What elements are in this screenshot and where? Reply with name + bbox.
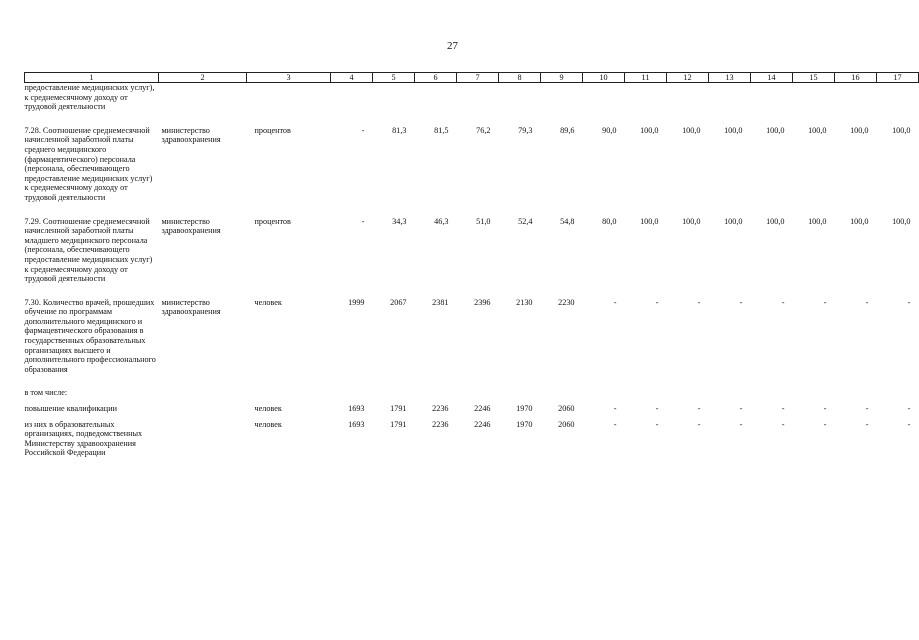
agency-cell — [159, 388, 247, 404]
value-cell: - — [697, 419, 701, 429]
value-cell — [499, 83, 541, 126]
value-cell — [415, 83, 457, 126]
value-cell: - — [613, 419, 617, 429]
unit-cell: человек — [254, 419, 282, 429]
indicator-name: из них в образовательных организациях, подведомственных Министерству здравоохранения Российской Федерации — [24, 419, 143, 458]
value-cell: - — [823, 297, 827, 307]
value-cell: 79,3 — [518, 125, 533, 135]
value-cell: 2236 — [432, 404, 449, 414]
value-cell — [373, 388, 415, 404]
value-cell: 76,2 — [476, 125, 491, 135]
value-cell: - — [781, 404, 785, 414]
table-row — [25, 126, 919, 217]
indicator-name: предоставление медицинских услуг), к среднемесячному доходу от трудовой деятельности — [24, 83, 155, 112]
value-cell: 2381 — [432, 297, 449, 307]
header-cell: 13 — [709, 73, 751, 83]
value-cell: - — [823, 419, 827, 429]
value-cell: - — [655, 419, 659, 429]
value-cell: 34,3 — [392, 216, 407, 226]
value-cell: - — [739, 404, 743, 414]
value-cell: 1791 — [390, 419, 407, 429]
value-cell: 100,0 — [766, 125, 785, 135]
header-cell: 10 — [583, 73, 625, 83]
value-cell — [373, 83, 415, 126]
value-cell: 2060 — [558, 419, 575, 429]
value-cell — [625, 83, 667, 126]
value-cell: - — [697, 404, 701, 414]
value-cell: 51,0 — [476, 216, 491, 226]
value-cell: - — [865, 297, 869, 307]
value-cell: - — [781, 419, 785, 429]
value-cell: 2067 — [390, 297, 407, 307]
value-cell — [457, 388, 499, 404]
header-cell: 6 — [415, 73, 457, 83]
unit-cell — [247, 83, 331, 126]
value-cell: - — [823, 404, 827, 414]
value-cell: 100,0 — [892, 216, 911, 226]
indicator-name: 7.30. Количество врачей, прошедших обучение по программам дополнительного медицинского и фармацевтического образования в государственных образовательных организациях высшего и дополнительного профессионального образования — [24, 297, 156, 374]
value-cell — [877, 388, 919, 404]
value-cell — [499, 388, 541, 404]
value-cell: 2060 — [558, 404, 575, 414]
value-cell — [709, 388, 751, 404]
value-cell: 100,0 — [766, 216, 785, 226]
value-cell: 90,0 — [602, 125, 617, 135]
value-cell: 100,0 — [808, 125, 827, 135]
header-cell: 16 — [835, 73, 877, 83]
value-cell — [415, 388, 457, 404]
header-cell: 3 — [247, 73, 331, 83]
header-cell: 9 — [541, 73, 583, 83]
agency-cell: министерство здравоохранения — [161, 125, 221, 145]
value-cell: 2236 — [432, 419, 449, 429]
value-cell: 2396 — [474, 297, 491, 307]
agency-cell — [159, 420, 247, 458]
value-cell — [583, 388, 625, 404]
header-row — [25, 73, 919, 83]
value-cell — [793, 83, 835, 126]
value-cell — [583, 83, 625, 126]
value-cell: 89,6 — [560, 125, 575, 135]
value-cell: 100,0 — [682, 216, 701, 226]
value-cell: 54,8 — [560, 216, 575, 226]
value-cell — [457, 83, 499, 126]
value-cell: - — [697, 297, 701, 307]
value-cell: 2230 — [558, 297, 575, 307]
value-cell: 1693 — [348, 419, 365, 429]
value-cell: 100,0 — [808, 216, 827, 226]
value-cell: 100,0 — [682, 125, 701, 135]
value-cell — [625, 388, 667, 404]
value-cell — [541, 388, 583, 404]
agency-cell: министерство здравоохранения — [161, 297, 221, 317]
value-cell: - — [655, 297, 659, 307]
value-cell: - — [865, 419, 869, 429]
header-cell: 7 — [457, 73, 499, 83]
header-cell: 11 — [625, 73, 667, 83]
value-cell: 80,0 — [602, 216, 617, 226]
value-cell: - — [907, 297, 911, 307]
table-row — [25, 217, 919, 298]
value-cell: 2246 — [474, 419, 491, 429]
value-cell: 2130 — [516, 297, 533, 307]
header-cell: 17 — [877, 73, 919, 83]
value-cell: 100,0 — [850, 125, 869, 135]
agency-cell: министерство здравоохранения — [161, 216, 221, 236]
header-cell: 8 — [499, 73, 541, 83]
value-cell: - — [865, 404, 869, 414]
table-row — [25, 298, 919, 389]
value-cell: 100,0 — [850, 216, 869, 226]
value-cell: - — [361, 216, 365, 226]
value-cell: 100,0 — [724, 125, 743, 135]
indicator-name: в том числе: — [24, 388, 68, 398]
header-cell: 1 — [25, 73, 159, 83]
unit-cell: процентов — [254, 125, 291, 135]
indicator-name: 7.28. Соотношение среднемесячной начисленной заработной платы среднего медицинского (фармацевтического) персонала (персонала, обеспечивающего предоставление медицинских услуг) к среднемесячному доходу от трудовой деятельности — [24, 125, 153, 202]
table-body — [25, 83, 919, 459]
value-cell: 52,4 — [518, 216, 533, 226]
page-number: 27 — [447, 40, 458, 52]
unit-cell: процентов — [254, 216, 291, 226]
value-cell — [835, 83, 877, 126]
header-cell: 12 — [667, 73, 709, 83]
value-cell: - — [781, 297, 785, 307]
table-row — [25, 388, 919, 404]
table-header — [25, 73, 919, 83]
value-cell — [667, 388, 709, 404]
value-cell — [331, 83, 373, 126]
header-cell: 2 — [159, 73, 247, 83]
value-cell: 81,5 — [434, 125, 449, 135]
value-cell: 81,3 — [392, 125, 407, 135]
value-cell: 1970 — [516, 419, 533, 429]
indicator-name: 7.29. Соотношение среднемесячной начисленной заработной платы младшего медицинского персонала (персонала, обеспечивающего предоставление медицинских услуг) к среднемесячному доходу от трудовой деятельности — [24, 216, 153, 284]
unit-cell — [247, 388, 331, 404]
value-cell — [541, 83, 583, 126]
value-cell — [877, 83, 919, 126]
value-cell: - — [655, 404, 659, 414]
unit-cell: человек — [254, 297, 282, 307]
value-cell: 100,0 — [640, 216, 659, 226]
value-cell: 1693 — [348, 404, 365, 414]
value-cell: - — [739, 419, 743, 429]
table-row — [25, 420, 919, 458]
table-row — [25, 83, 919, 126]
agency-cell — [159, 83, 247, 126]
value-cell — [331, 388, 373, 404]
value-cell: 1791 — [390, 404, 407, 414]
value-cell: 100,0 — [640, 125, 659, 135]
value-cell: 1999 — [348, 297, 365, 307]
value-cell: 100,0 — [892, 125, 911, 135]
value-cell: 1970 — [516, 404, 533, 414]
value-cell — [709, 83, 751, 126]
value-cell: - — [613, 297, 617, 307]
value-cell: - — [613, 404, 617, 414]
header-cell: 14 — [751, 73, 793, 83]
value-cell — [751, 83, 793, 126]
agency-cell — [159, 404, 247, 420]
value-cell: - — [361, 125, 365, 135]
indicators-table — [24, 72, 919, 458]
value-cell: - — [907, 404, 911, 414]
indicator-name: повышение квалификации — [24, 404, 117, 414]
value-cell: - — [739, 297, 743, 307]
value-cell — [793, 388, 835, 404]
table-row — [25, 404, 919, 420]
header-cell: 5 — [373, 73, 415, 83]
value-cell: - — [907, 419, 911, 429]
unit-cell: человек — [254, 404, 282, 414]
value-cell — [751, 388, 793, 404]
header-cell: 15 — [793, 73, 835, 83]
value-cell: 100,0 — [724, 216, 743, 226]
value-cell: 2246 — [474, 404, 491, 414]
header-cell: 4 — [331, 73, 373, 83]
value-cell: 46,3 — [434, 216, 449, 226]
value-cell — [835, 388, 877, 404]
value-cell — [667, 83, 709, 126]
